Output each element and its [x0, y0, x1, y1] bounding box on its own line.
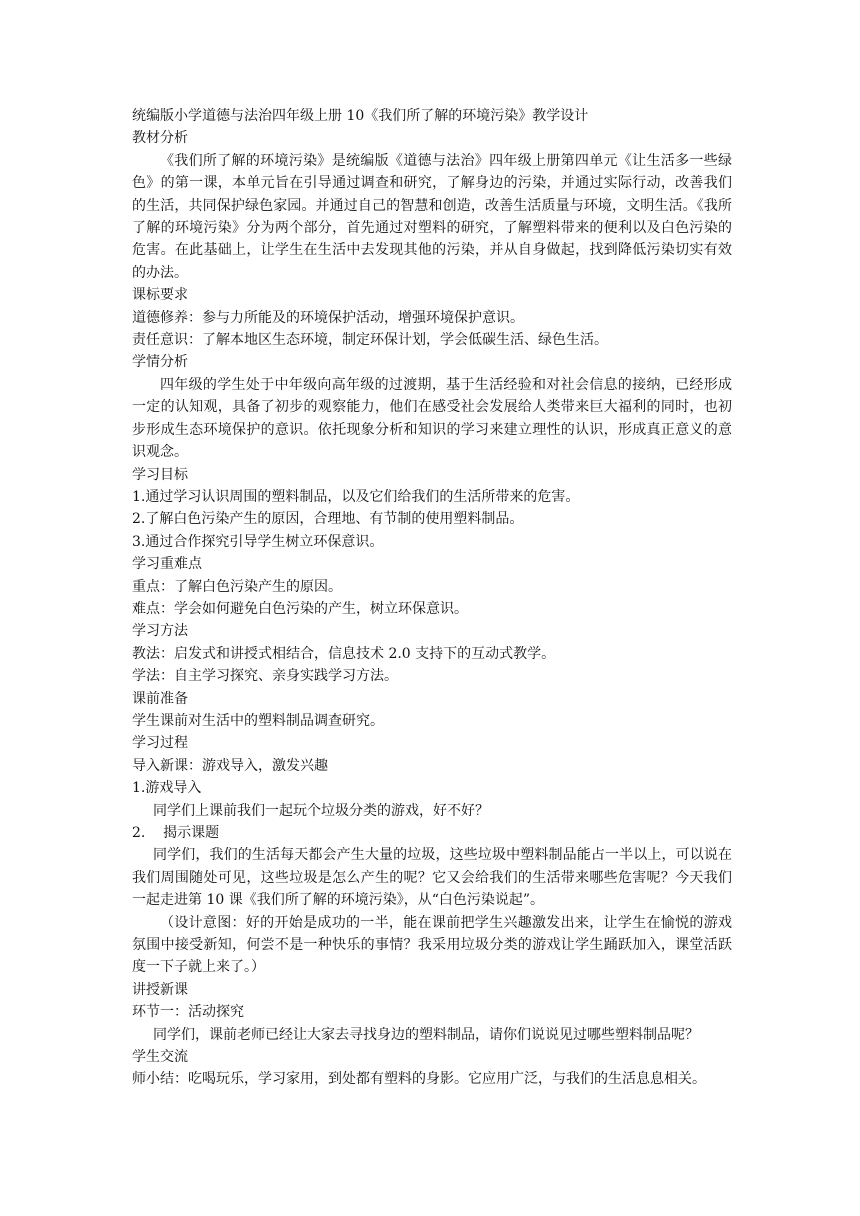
heading-learning-process: 学习过程 — [132, 735, 188, 752]
heading-step-one: 环节一：活动探究 — [132, 1004, 244, 1021]
heading-new-lesson: 讲授新课 — [132, 981, 188, 998]
heading-learner-analysis: 学情分析 — [132, 354, 188, 371]
document-title: 统编版小学道德与法治四年级上册 10《我们所了解的环境污染》教学设计 — [132, 108, 589, 124]
method-learning: 学法：自主学习探究、亲身实践学习方法。 — [132, 668, 398, 685]
heading-reveal-topic: 2. 揭示课题 — [132, 825, 220, 841]
paragraph-reveal-topic: 同学们，我们的生活每天都会产生大量的垃圾，这些垃圾中塑料制品能占一半以上，可以说在我们周围随处可见，这些垃圾是怎么产生的呢？它又会给我们的生活带来哪些危害呢？今天我们一起走进第 10 课《我们所了解的环境污染》，从“白色污染说起”。 — [132, 847, 732, 909]
goal-item-3: 3.通过合作探究引导学生树立环保意识。 — [132, 533, 384, 550]
paragraph-material-analysis: 《我们所了解的环境污染》是统编版《道德与法治》四年级上册第四单元《让生活多一些绿色》的第一课，本单元旨在引导通过调查和研究，了解身边的污染，并通过实际行动，改善我们的生活，共同保护绿色家园。并通过自己的智慧和创造，改善生活质量与环境，文明生活。《我所了解的环境污染》分为两个部分，首先通过对塑料的研究，了解塑料带来的便利以及白色污染的危害。在此基础上，让学生在生活中去发现其他的污染，并从自身做起，找到降低污染切实有效的办法。 — [132, 152, 732, 281]
standard-responsibility: 责任意识：了解本地区生态环境，制定环保计划，学会低碳生活、绿色生活。 — [132, 332, 608, 349]
paragraph-learner-analysis: 四年级的学生处于中年级向高年级的过渡期，基于生活经验和对社会信息的接纳，已经形成一定的认知观，具备了初步的观察能力，他们在感受社会发展给人类带来巨大福利的同时，也初步形成生态环境保护的意识。依托现象分析和知识的学习来建立理性的认识，形成真正意义的意识观念。 — [132, 376, 732, 461]
heading-student-exchange: 学生交流 — [132, 1049, 188, 1066]
heading-preparation: 课前准备 — [132, 690, 188, 707]
heading-game-intro: 1.游戏导入 — [132, 780, 202, 797]
key-point-2: 难点：学会如何避免白色污染的产生，树立环保意识。 — [132, 600, 468, 617]
heading-key-points: 学习重难点 — [132, 556, 202, 573]
heading-introduction: 导入新课：游戏导入，激发兴趣 — [132, 757, 328, 774]
paragraph-step-one: 同学们，课前老师已经让大家去寻找身边的塑料制品，请你们说说见过哪些塑料制品呢？ — [153, 1026, 699, 1043]
standard-moral: 道德修养：参与力所能及的环境保护活动，增强环境保护意识。 — [132, 309, 524, 326]
heading-learning-goals: 学习目标 — [132, 466, 188, 483]
teacher-summary: 师小结：吃喝玩乐，学习家用，到处都有塑料的身影。它应用广泛，与我们的生活息息相关。 — [132, 1071, 706, 1088]
heading-material-analysis: 教材分析 — [132, 130, 188, 147]
paragraph-design-intent: （设计意图：好的开始是成功的一半，能在课前把学生兴趣激发出来，让学生在愉悦的游戏氛围中接受新知，何尝不是一种快乐的事情？我采用垃圾分类的游戏让学生踊跃加入，课堂活跃度一下子就上来了。） — [132, 914, 732, 976]
heading-learning-methods: 学习方法 — [132, 623, 188, 640]
key-point-1: 重点：了解白色污染产生的原因。 — [132, 578, 342, 595]
preparation-item: 学生课前对生活中的塑料制品调查研究。 — [132, 712, 384, 729]
goal-item-2: 2.了解白色污染产生的原因，合理地、有节制的使用塑料制品。 — [132, 511, 524, 528]
paragraph-game-intro: 同学们上课前我们一起玩个垃圾分类的游戏，好不好？ — [153, 802, 489, 819]
goal-item-1: 1.通过学习认识周围的塑料制品，以及它们给我们的生活所带来的危害。 — [132, 488, 580, 505]
heading-curriculum-standard: 课标要求 — [132, 287, 188, 304]
document-body — [132, 105, 732, 1091]
method-teaching: 教法：启发式和讲授式相结合，信息技术 2.0 支持下的互动式教学。 — [132, 645, 556, 662]
